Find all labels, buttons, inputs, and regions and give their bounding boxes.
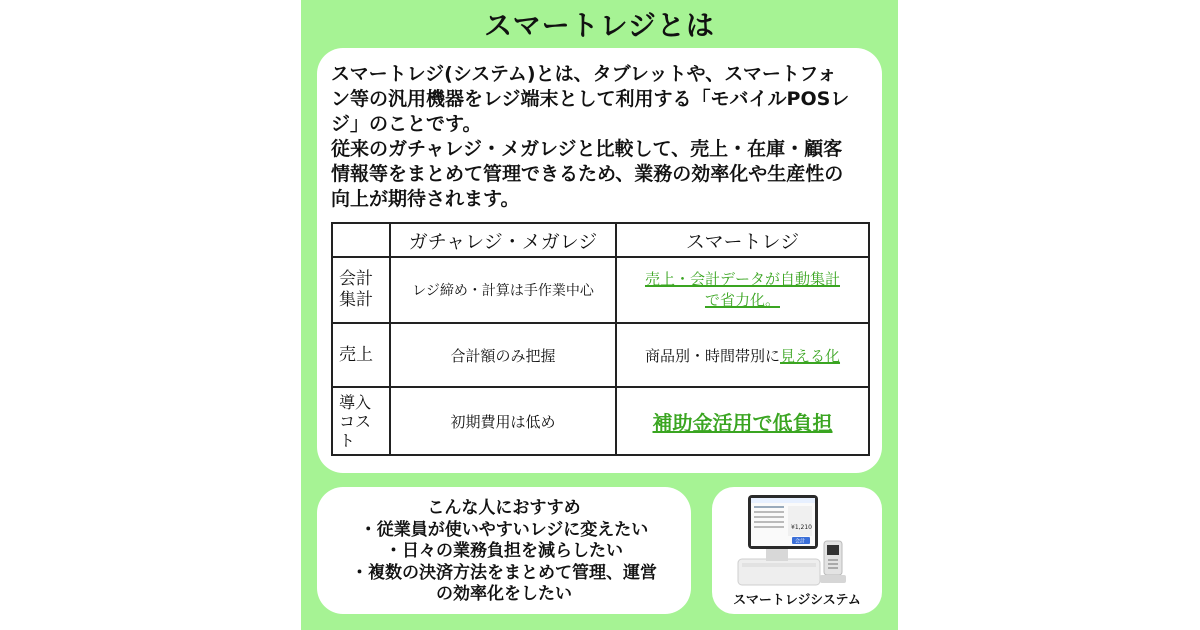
description-text	[331, 62, 871, 212]
table-header-smart: スマートレジ	[616, 223, 869, 257]
smart-highlight-line: 売上・会計データが自動集計	[644, 270, 840, 288]
legacy-cell: 初期費用は低め	[390, 387, 616, 455]
smart-highlight-text: 見える化	[780, 346, 841, 365]
legacy-cell: 合計額のみ把握	[390, 323, 616, 387]
page-title: スマートレジとは	[484, 9, 715, 42]
smart-highlight-line: で省力化。	[704, 291, 780, 309]
table-row	[332, 323, 869, 387]
row-label-line: 集計	[339, 290, 373, 310]
pos-terminal-illustration	[712, 487, 882, 595]
recommend-title: こんな人におすすめ	[427, 498, 581, 518]
row-label-line: 会計	[339, 269, 373, 289]
product-image-card	[712, 487, 882, 614]
description-line: スマートレジ(システム)とは、タブレットや、スマートフォ	[331, 63, 837, 85]
smart-cell	[616, 387, 869, 455]
comparison-table	[331, 222, 870, 456]
row-label	[332, 257, 390, 323]
table-row	[332, 257, 869, 323]
recommend-item: の効率化をしたい	[436, 584, 572, 604]
row-label	[332, 387, 390, 455]
description-card	[317, 48, 882, 473]
description-line: ジ」のことです。	[331, 113, 482, 135]
row-label-line: コス	[339, 411, 372, 431]
recommend-card	[317, 487, 691, 614]
description-line: 情報等をまとめて管理できるため、業務の効率化や生産性の	[331, 163, 844, 185]
description-line: 向上が期待されます。	[331, 188, 520, 210]
table-header-empty	[332, 223, 390, 257]
smart-highlight-text: 補助金活用で低負担	[652, 410, 833, 435]
legacy-cell: レジ締め・計算は手作業中心	[390, 257, 616, 323]
row-label-line: 導入	[339, 392, 372, 412]
smart-cell	[616, 323, 869, 387]
smart-cell	[616, 257, 869, 323]
table-header-row	[332, 223, 869, 257]
green-panel	[301, 0, 898, 630]
row-label-line: ト	[339, 430, 356, 450]
table-row	[332, 387, 869, 455]
recommend-item: ・複数の決済方法をまとめて管理、運営	[351, 562, 657, 583]
recommend-item: ・従業員が使いやすいレジに変えたい	[359, 519, 649, 540]
recommend-item: ・日々の業務負担を減らしたい	[385, 541, 623, 561]
screen-button: 会計	[795, 538, 806, 545]
screen-price: ¥1,210	[791, 524, 812, 531]
table-header-legacy: ガチャレジ・メガレジ	[390, 223, 616, 257]
description-line: ン等の汎用機器をレジ端末として利用する「モバイルPOSレ	[331, 88, 850, 110]
row-label-line: 売上	[339, 344, 373, 365]
row-label	[332, 323, 390, 387]
description-line: 従来のガチャレジ・メガレジと比較して、売上・在庫・顧客	[331, 138, 843, 160]
image-caption: スマートレジシステム	[733, 593, 861, 608]
smart-plain-text: 商品別・時間帯別に	[644, 346, 780, 365]
